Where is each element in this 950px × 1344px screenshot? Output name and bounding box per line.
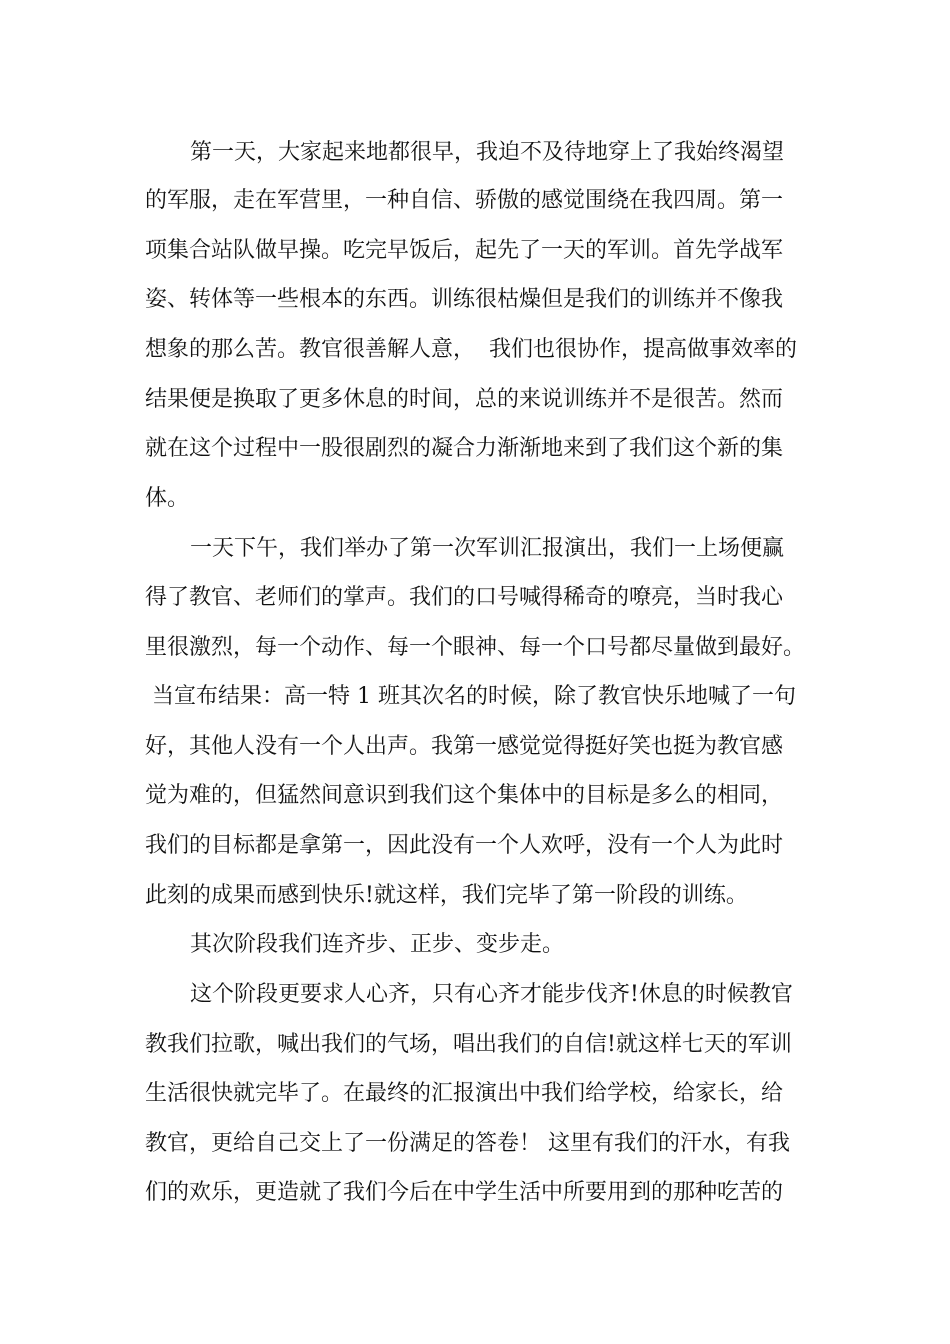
text-line: 就在这个过程中一股很剧烈的凝合力渐渐地来到了我们这个新的集 — [145, 436, 784, 461]
text-line: 觉为难的，但猛然间意识到我们这个集体中的目标是多么的相同， — [145, 783, 784, 808]
text-line: 里很激烈，每一个动作、每一个眼神、每一个口号都尽量做到最好。 — [145, 635, 806, 660]
text-line: 的军服，走在军营里，一种自信、骄傲的感觉围绕在我四周。第一 — [145, 188, 784, 213]
text-line: 我们的目标都是拿第一，因此没有一个人欢呼，没有一个人为此时 — [145, 833, 784, 858]
text-line: 教我们拉歌，喊出我们的气场，唱出我们的自信!就这样七天的军训 — [145, 1032, 792, 1057]
text-line: 这个阶段更要求人心齐，只有心齐才能步伐齐!休息的时候教官 — [190, 982, 793, 1007]
text-line: 项集合站队做早操。吃完早饭后，起先了一天的军训。首先学战军 — [145, 238, 784, 263]
text-line: 生活很快就完毕了。在最终的汇报演出中我们给学校，给家长，给 — [145, 1081, 784, 1106]
text-line: 想象的那么苦。教官很善解人意， 我们也很协作，提高做事效率的 — [145, 337, 797, 362]
text-line: 得了教官、老师们的掌声。我们的口号喊得稀奇的嘹亮，当时我心 — [145, 585, 784, 610]
text-line: 姿、转体等一些根本的东西。训练很枯燥但是我们的训练并不像我 — [145, 287, 784, 312]
text-line: 结果便是换取了更多休息的时间，总的来说训练并不是很苦。然而 — [145, 387, 784, 412]
text-line: 教官，更给自己交上了一份满足的答卷！ 这里有我们的汗水，有我 — [145, 1131, 790, 1156]
text-line: 体。 — [145, 486, 190, 511]
text-line: 们的欢乐，更造就了我们今后在中学生活中所要用到的那种吃苦的 — [145, 1180, 784, 1205]
text-line: 第一天，大家起来地都很早，我迫不及待地穿上了我始终渴望 — [190, 140, 785, 165]
text-line: 好，其他人没有一个人出声。我第一感觉觉得挺好笑也挺为教官感 — [145, 734, 784, 759]
text-line: 当宣布结果：高一特 1 班其次名的时候，除了教官快乐地喊了一句 — [145, 684, 796, 709]
text-line: 此刻的成果而感到快乐!就这样，我们完毕了第一阶段的训练。 — [145, 883, 748, 908]
text-line: 其次阶段我们连齐步、正步、变步走。 — [190, 932, 565, 957]
text-line: 一天下午，我们举办了第一次军训汇报演出，我们一上场便赢 — [190, 536, 785, 561]
